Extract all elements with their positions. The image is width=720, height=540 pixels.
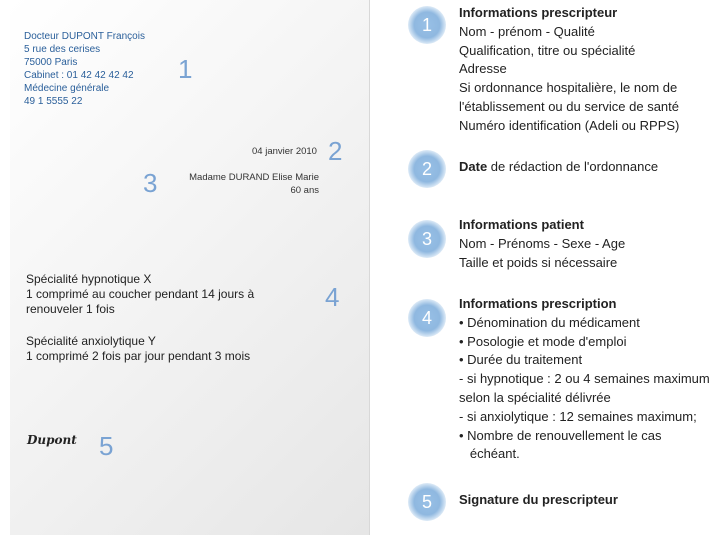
legend-line: l'établissement ou du service de santé [459,98,679,114]
legend-text [459,4,679,136]
legend-title: Informations prescription [459,296,617,311]
legend-line: Nom - prénom - Qualité [459,23,595,39]
marker-5: 5 [99,431,114,461]
doctor-phone: Cabinet : 01 42 42 42 42 [24,70,134,81]
legend-title-bold: Date [459,159,488,174]
legend-line: • Durée du traitement [459,352,583,368]
rx-line: Spécialité hypnotique X [26,272,152,286]
prescription-sheet [10,0,370,535]
legend-title: Signature du prescripteur [459,492,618,507]
legend-line: Adresse [459,61,507,77]
patient-info [189,171,319,197]
legend-text [459,158,658,177]
patient-age: 60 ans [290,185,319,196]
rx-line: 1 comprimé au coucher pendant 14 jours à [26,287,255,301]
marker-3: 3 [143,168,158,198]
legend-text [459,216,625,272]
rx-line: renouveler 1 fois [26,302,115,316]
marker-1: 1 [178,54,193,84]
prescription-body [26,272,254,381]
legend-text [459,295,710,464]
marker-4: 4 [325,282,340,312]
patient-name: Madame DURAND Elise Marie [189,172,319,183]
rx-line: Spécialité anxiolytique Y [26,334,156,348]
legend-title [459,158,658,177]
number-circle-1: 1 [408,6,446,44]
prescription-date: 04 janvier 2010 [252,146,317,157]
legend-line: - si hypnotique : 2 ou 4 semaines maximum [459,371,710,387]
legend-title: Informations prescripteur [459,5,618,20]
legend-line: • Dénomination du médicament [459,314,640,330]
doctor-specialty: Médecine générale [24,83,110,94]
signature: Dupont [27,433,77,447]
legend-line: selon la spécialité délivrée [459,389,611,405]
doctor-name: Docteur DUPONT François [24,31,145,42]
rx-line: 1 comprimé 2 fois par jour pendant 3 mois [26,349,251,363]
rx-block-hypnotic [26,272,254,317]
marker-2: 2 [328,136,343,166]
legend-line: - si anxiolytique : 12 semaines maximum; [459,408,697,424]
legend-line: Nom - Prénoms - Sexe - Age [459,235,626,251]
legend-title-rest: de rédaction de l'ordonnance [487,159,659,174]
doctor-street: 5 rue des cerises [24,44,101,55]
number-circle-2: 2 [408,150,446,188]
doctor-id-number: 49 1 5555 22 [24,96,83,107]
legend-line: • Posologie et mode d'emploi [459,333,627,349]
rx-block-anxiolytic [26,334,254,364]
legend-text [459,491,618,510]
legend-line: Si ordonnance hospitalière, le nom de [459,80,678,96]
doctor-city: 75000 Paris [24,57,78,68]
legend-line: échéant. [459,446,520,462]
doctor-info [24,30,145,108]
legend-line: Qualification, titre ou spécialité [459,42,636,58]
number-circle-5: 5 [408,483,446,521]
number-circle-4: 4 [408,299,446,337]
legend-line: Taille et poids si nécessaire [459,254,618,270]
legend-title: Informations patient [459,217,584,232]
legend-line: • Nombre de renouvellement le cas [459,427,662,443]
legend-line: Numéro identification (Adeli ou RPPS) [459,117,680,133]
number-circle-3: 3 [408,220,446,258]
